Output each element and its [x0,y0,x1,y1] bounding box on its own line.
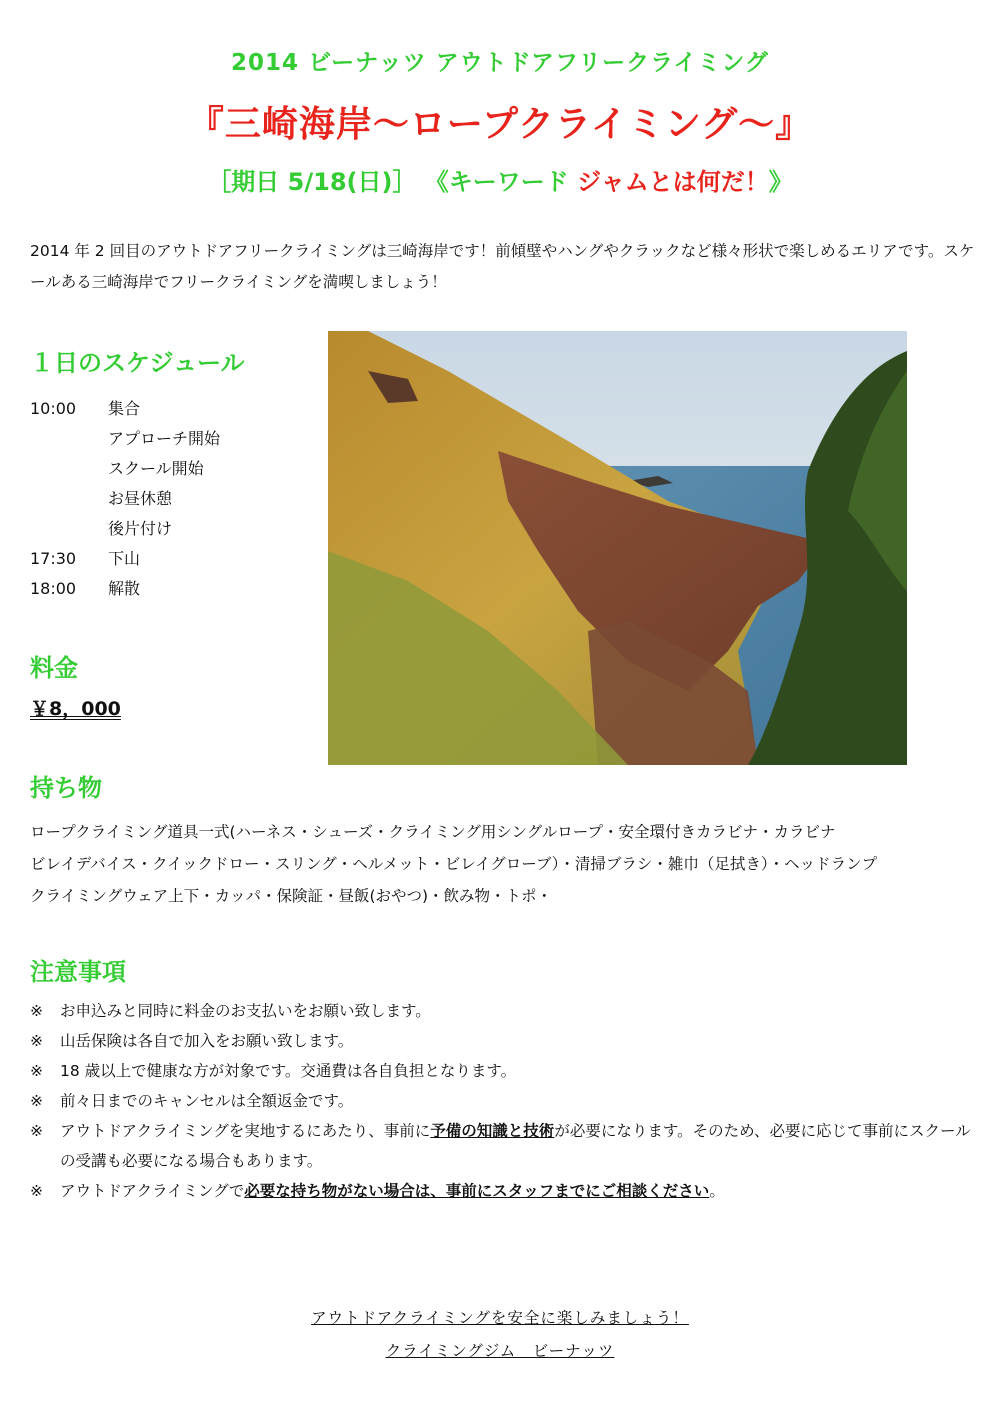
schedule-time: 18:00 [30,579,77,598]
note-item [30,1116,980,1176]
event-date: ［期日 5/18(日)］ 《キーワード [207,168,578,196]
fee-heading: 料金 [30,654,78,682]
fee-value: ￥8，000 [30,698,121,720]
items-line: ロープクライミング道具一式(ハーネス・シューズ・クライミング用シングルロープ・安全環付きカラビナ・カラビナ [30,823,836,841]
note-mark: ※ [30,1092,43,1110]
note-mark: ※ [30,1032,43,1050]
items-heading: 持ち物 [30,774,102,802]
keyword-close-mark: 》 [768,168,793,196]
items-line: クライミングウェア上下・カッパ・保険証・昼飯(おやつ)・飲み物・トポ・ [30,887,553,905]
schedule-row [30,484,220,514]
note-item [30,1026,980,1056]
note-text-part: アウトドアクライミングを実地するにあたり、事前に [60,1122,431,1140]
footer-slogan: アウトドアクライミングを安全に楽しみましょう！ [311,1309,689,1327]
note-text-part: が必要になります。そのため、必要に応じて事前にスクールの受講も必要になる場合もあります。 [60,1122,971,1170]
schedule-row [30,574,220,604]
schedule-event: 解散 [108,579,141,598]
note-mark: ※ [30,1122,43,1140]
notes-heading: 注意事項 [30,958,126,986]
note-mark: ※ [30,1002,43,1020]
schedule-row [30,544,220,574]
note-item [30,1056,980,1086]
note-mark: ※ [30,1182,43,1200]
note-text [60,1176,980,1206]
schedule-heading: １日のスケジュール [30,349,245,377]
note-text: 山岳保険は各自で加入をお願い致します。 [60,1032,354,1050]
schedule-time [30,454,108,484]
intro-paragraph: 2014 年 2 回目のアウトドアフリークライミングは三崎海岸です！前傾壁やハングやクラックなど様々形状で楽しめるエリアです。スケールある三崎海岸でフリークライミングを満喫しましょう！ [30,242,975,291]
page-title: 『三崎海岸～ロープクライミング～』 [187,104,813,145]
note-emphasis: 必要な持ち物がない場合は、事前にスタッフまでにご相談ください [244,1182,710,1200]
note-item [30,1086,980,1116]
schedule-row [30,514,220,544]
schedule-time: 10:00 [30,399,77,418]
items-list [30,816,980,912]
items-line: ビレイデバイス・クイックドロー・スリング・ヘルメット・ビレイグローブ）・清掃ブラシ・雑巾（足拭き）・ヘッドランプ [30,855,878,873]
schedule-event: お昼休憩 [108,489,173,508]
schedule-row [30,394,220,424]
date-keyword-line [0,162,1000,197]
note-text [60,1116,980,1176]
schedule-event: 集合 [108,399,141,418]
footer-gym-name: クライミングジム ビーナッツ [385,1342,615,1360]
schedule-row [30,424,220,454]
note-text: 前々日までのキャンセルは全額返金です。 [60,1092,354,1110]
schedule-event: アプローチ開始 [108,429,221,448]
schedule-time: 17:30 [30,549,77,568]
footer [0,1302,1000,1368]
note-text-part: アウトドアクライミングで [60,1182,245,1200]
note-text: 18 歳以上で健康な方が対象です。交通費は各自負担となります。 [60,1062,517,1080]
schedule-event: 下山 [108,549,141,568]
schedule-event: スクール開始 [108,459,204,478]
note-text: お申込みと同時に料金のお支払いをお願い致します。 [60,1002,431,1020]
keyword-text: ジャムとは何だ！ [577,168,769,196]
schedule-time [30,484,108,514]
schedule-event: 後片付け [108,519,173,538]
schedule-row [30,454,220,484]
event-subtitle: 2014 ビーナッツ アウトドアフリークライミング [231,50,769,76]
schedule-time [30,514,108,544]
note-mark: ※ [30,1062,43,1080]
note-item [30,1176,980,1206]
notes-list [30,996,980,1206]
note-text-part: 。 [709,1182,725,1200]
schedule-time [30,424,108,454]
schedule-list [30,394,220,604]
note-item [30,996,980,1026]
coastal-cliff-photo [328,331,907,765]
note-emphasis: 予備の知識と技術 [430,1122,555,1140]
